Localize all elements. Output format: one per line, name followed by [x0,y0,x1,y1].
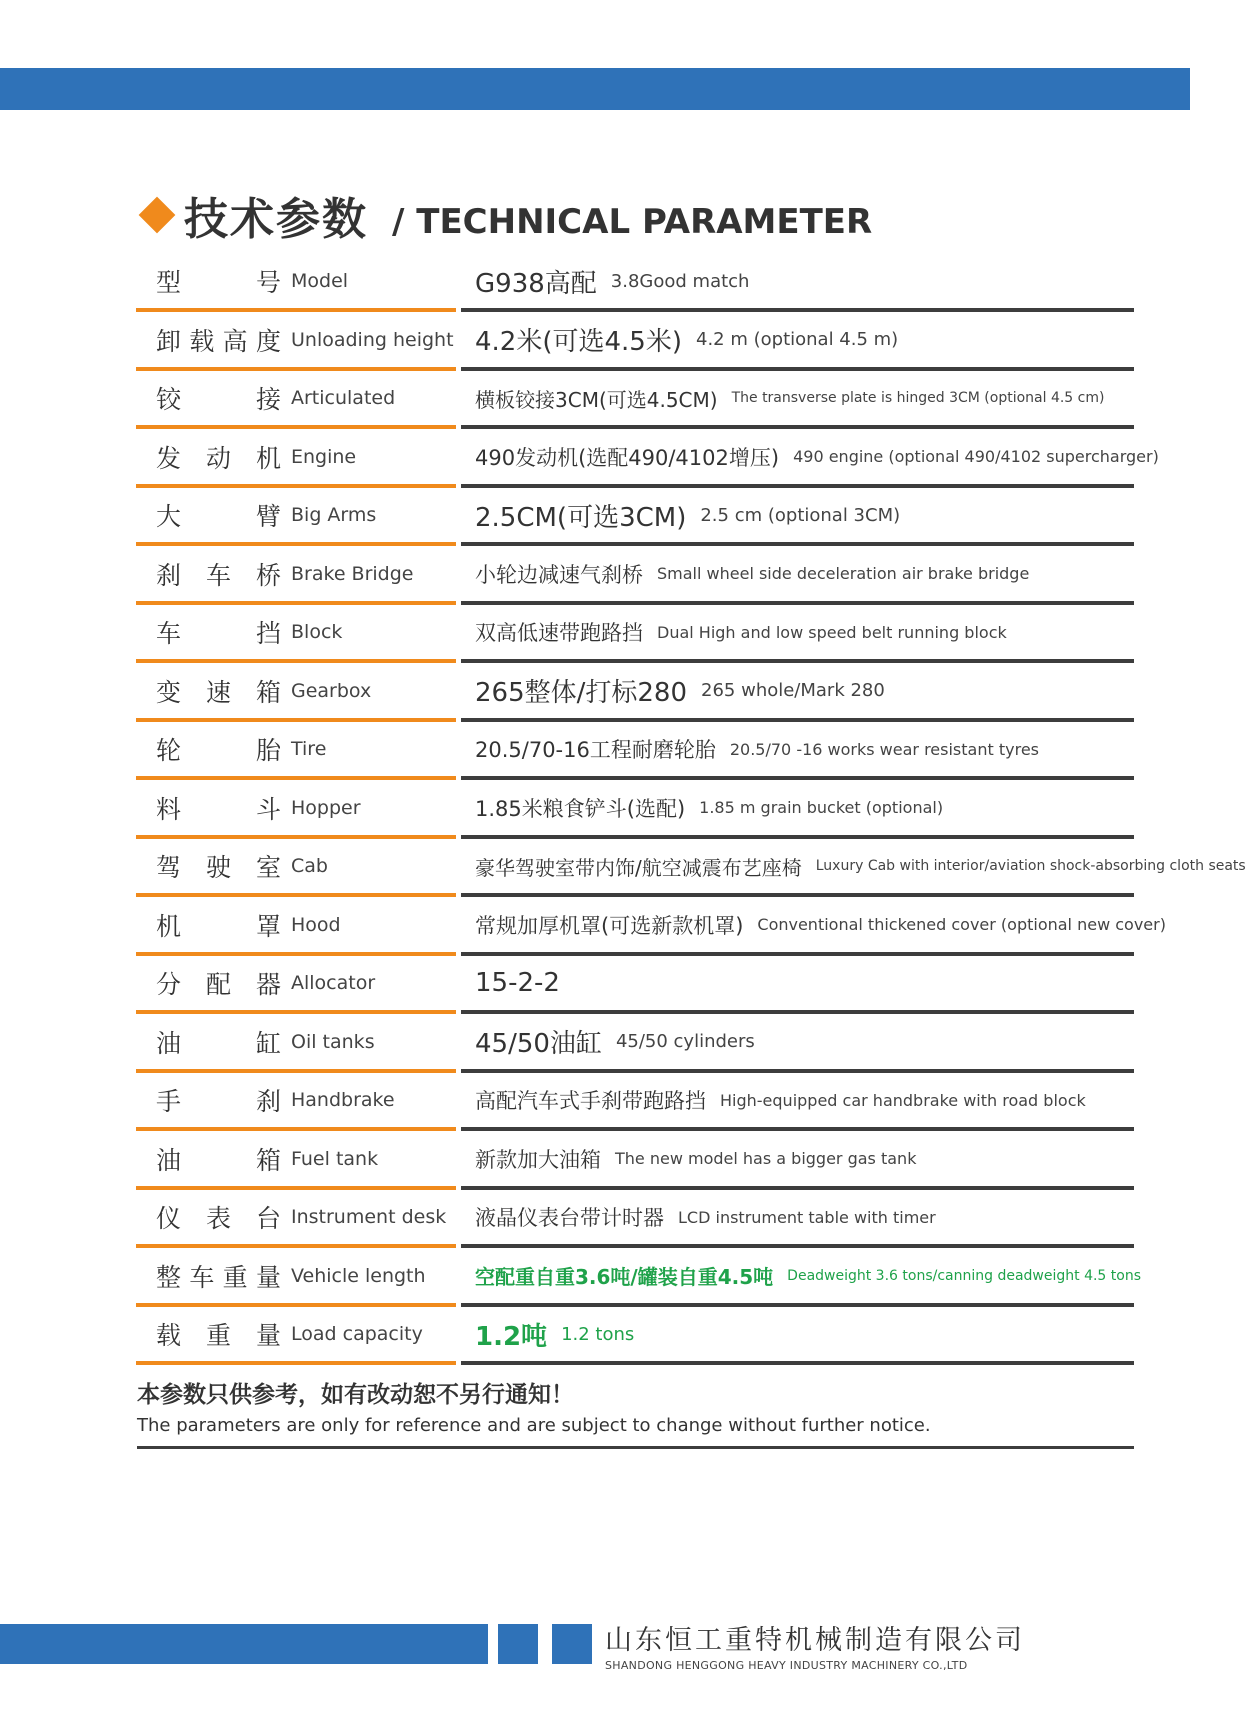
param-row-tire [136,722,1134,781]
param-row-hopper [136,781,1134,840]
param-row-vehicle-weight [136,1249,1142,1308]
param-label-cn: 油箱 [156,1145,281,1175]
param-value-cn: 265整体/打标280 [475,678,688,708]
param-value-en: Deadweight 3.6 tons/canning deadweight 4.5 tons [787,1267,1142,1284]
company-name-cn: 山东恒工重特机械制造有限公司 [605,1625,1025,1656]
param-value-cn: 15-2-2 [475,968,560,998]
param-value-en: Luxury Cab with interior/aviation shock-absorbing cloth seats [815,858,1246,874]
param-row-gearbox [136,664,1134,723]
param-label-en: Block [291,621,343,643]
param-label-cn: 卸载高度 [156,326,281,356]
param-value-en: 490 engine (optional 490/4102 supercharger) [793,447,1159,466]
param-value-en: High-equipped car handbrake with road block [720,1090,1086,1110]
param-label-cn: 仪表台 [156,1204,281,1233]
param-row-instrument-desk [136,1190,1134,1249]
param-row-big-arms [136,488,1134,547]
param-label-en: Fuel tank [291,1147,379,1170]
disclaimer-en: The parameters are only for reference and are subject to change without further notice. [137,1415,931,1436]
company-name-en: SHANDONG HENGGONG HEAVY INDUSTRY MACHINERY CO.,LTD [605,1659,968,1672]
param-value-en: 1.2 tons [561,1323,635,1345]
footer-square-decoration [552,1624,592,1664]
param-value-en: Small wheel side deceleration air brake bridge [657,564,1030,583]
param-value-cn: 空配重自重3.6吨/罐装自重4.5吨 [475,1265,774,1289]
param-value-cn: 2.5CM(可选3CM) [475,502,687,533]
param-row-brake-bridge [136,547,1134,606]
param-value-en: 265 whole/Mark 280 [701,680,885,701]
param-label-en: Big Arms [291,504,377,526]
param-value-en: 2.5 cm (optional 3CM) [700,504,901,526]
param-label-cn: 驾驶室 [156,853,281,882]
param-value-cn: 横板铰接3CM(可选4.5CM) [475,387,718,412]
param-label-en: Cab [291,855,328,877]
param-label-en: Hopper [291,796,361,819]
param-value-en: 4.2 m (optional 4.5 m) [696,329,899,350]
param-row-model [136,254,1134,313]
param-label-cn: 大臂 [156,502,281,531]
param-value-cn: 双高低速带跑路挡 [475,621,643,645]
param-label-en: Brake Bridge [291,562,414,585]
param-value-en: Dual High and low speed belt running block [657,622,1007,642]
param-value-cn: 豪华驾驶室带内饰/航空减震布艺座椅 [475,855,802,880]
param-value-cn: 1.85米粮食铲斗(选配) [475,796,686,821]
param-row-handbrake [136,1073,1134,1132]
param-value-en: 3.8Good match [610,270,750,292]
param-label-cn: 型号 [156,268,281,297]
param-label-en: Allocator [291,972,376,994]
section-heading [137,180,872,250]
param-label-en: Model [291,270,349,292]
param-label-en: Tire [291,738,327,760]
footer-bar [0,1624,488,1664]
param-row-oil-tanks [136,1015,1134,1074]
param-label-cn: 刹车桥 [156,560,281,590]
param-value-cn: 高配汽车式手刹带跑路挡 [475,1089,706,1113]
param-value-cn: 45/50油缸 [475,1029,602,1059]
param-row-block [136,605,1134,664]
param-value-cn: 液晶仪表台带计时器 [475,1206,664,1230]
param-label-en: Hood [291,913,341,936]
param-row-cab [136,839,1246,898]
param-label-cn: 油缸 [156,1028,281,1058]
param-label-en: Instrument desk [291,1206,447,1228]
param-label-en: Load capacity [291,1323,423,1345]
param-label-en: Engine [291,445,357,468]
param-label-cn: 机罩 [156,911,281,941]
parameter-table [136,254,1246,1366]
param-label-cn: 车挡 [156,619,281,648]
param-label-en: Unloading height [291,328,454,351]
param-value-cn: 4.2米(可选4.5米) [475,327,682,357]
param-value-en: LCD instrument table with timer [678,1207,936,1227]
param-label-cn: 铰接 [156,385,281,414]
param-label-cn: 分配器 [156,970,281,999]
param-value-cn: 1.2吨 [475,1321,548,1352]
param-value-en: 1.85 m grain bucket (optional) [699,798,944,817]
param-value-cn: G938高配 [475,268,597,299]
param-row-articulated [136,371,1134,430]
param-value-en: 20.5/70 -16 works wear resistant tyres [729,739,1039,759]
param-label-en: Articulated [291,387,396,409]
param-row-fuel-tank [136,1132,1134,1191]
top-banner-bar [0,68,1190,110]
param-label-cn: 手刹 [156,1087,281,1116]
param-label-en: Handbrake [291,1089,395,1111]
param-row-unloading-height [136,313,1134,372]
company-name [605,1618,1025,1672]
param-label-en: Vehicle length [291,1264,426,1287]
disclaimer-notice [137,1376,1134,1449]
diamond-bullet-icon [139,197,176,234]
param-label-cn: 整车重量 [156,1262,281,1292]
param-label-cn: 载重量 [156,1321,281,1350]
heading-title-cn: 技术参数 [184,194,368,245]
param-row-load-capacity [136,1307,1134,1366]
param-value-en: The transverse plate is hinged 3CM (optional 4.5 cm) [731,390,1105,406]
param-value-cn: 常规加厚机罩(可选新款机罩) [475,913,744,938]
param-value-cn: 新款加大油箱 [475,1147,601,1172]
param-label-cn: 发动机 [156,443,281,473]
footer-square-decoration [498,1624,538,1664]
param-row-hood [136,898,1166,957]
param-label-cn: 变速箱 [156,677,281,707]
param-value-cn: 490发动机(选配490/4102增压) [475,445,780,470]
param-label-en: Gearbox [291,679,372,702]
param-value-en: 45/50 cylinders [615,1031,755,1052]
param-label-cn: 料斗 [156,794,281,824]
param-value-en: The new model has a bigger gas tank [615,1149,917,1168]
param-value-cn: 20.5/70-16工程耐磨轮胎 [475,738,716,762]
param-label-cn: 轮胎 [156,736,281,765]
param-label-en: Oil tanks [291,1030,375,1053]
param-value-en: Conventional thickened cover (optional new cover) [757,915,1166,934]
param-value-cn: 小轮边减速气刹桥 [475,562,643,587]
heading-title-en: / TECHNICAL PARAMETER [392,202,873,242]
param-row-engine [136,430,1159,489]
param-row-allocator [136,956,1134,1015]
disclaimer-cn: 本参数只供参考，如有改动恕不另行通知！ [137,1382,574,1408]
